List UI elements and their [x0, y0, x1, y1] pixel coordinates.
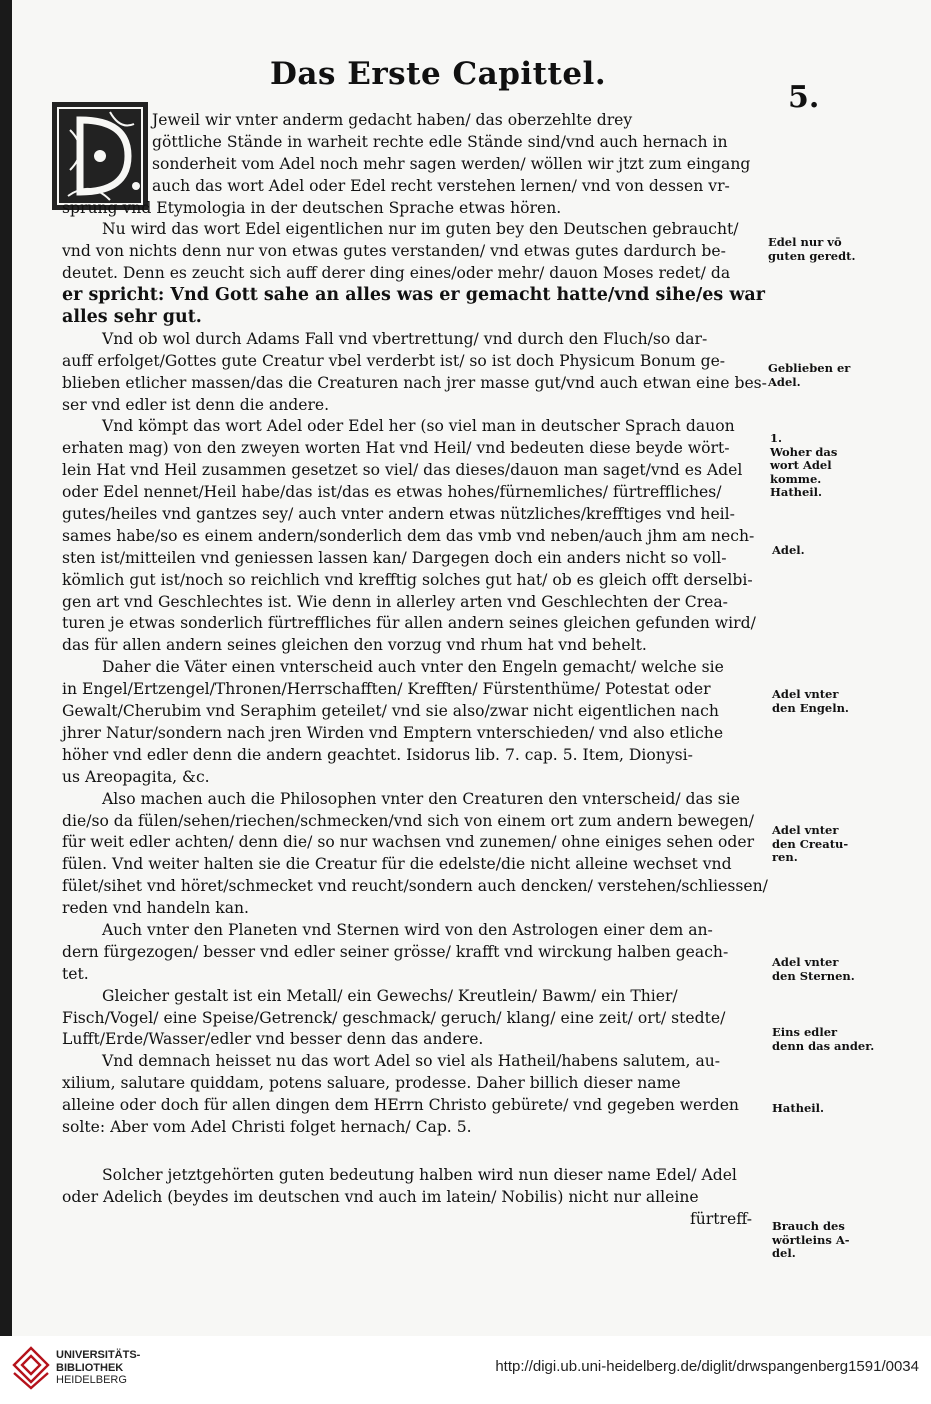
text-line: für weit edler achten/ denn die/ so nur wachsen vnd zunemen/ ohne einiges sehen oder — [62, 833, 755, 852]
margin-note: Adel. — [772, 543, 805, 557]
text-line: reden vnd handeln kan. — [62, 899, 250, 918]
text-line: Jeweil wir vnter anderm gedacht haben/ das oberzehlte drey — [152, 111, 633, 129]
text-line: die/so da fülen/sehen/riechen/schmecken/vnd sich von einem ort zum andern bewegen/ — [62, 811, 754, 830]
text-line: gutes/heiles vnd gantzes sey/ auch vnter andern etwas nützliches/krefftiges vnd heil- — [62, 505, 735, 524]
text-line: oder Edel nennet/Heil habe/das ist/das es etwas hohes/fürnemliches/ fürtreffliches/ — [62, 483, 722, 502]
text-line: alleine oder doch für allen dingen dem HErrn Christo gebürete/ vnd gegeben werden — [62, 1096, 739, 1115]
body-text — [62, 110, 768, 1231]
text-line: blieben etlicher massen/das die Creaturen nach jrer masse gut/vnd auch etwan eine bes- — [62, 373, 767, 392]
text-line: sprung vnd Etymologia in der deutschen Sprache etwas hören. — [62, 198, 562, 217]
text-line: oder Adelich (beydes im deutschen vnd auch im latein/ Nobilis) nicht nur alleine — [62, 1187, 699, 1206]
institution-line: BIBLIOTHEK — [56, 1361, 124, 1374]
text-line: auff erfolget/Gottes gute Creatur vbel verderbt ist/ so ist doch Physicum Bonum ge- — [62, 351, 726, 370]
institution-line: HEIDELBERG — [56, 1374, 127, 1386]
text-line: xilium, salutare quiddam, potens saluare, prodesse. Daher billich dieser name — [62, 1074, 681, 1093]
margin-note: Edel nur vō guten geredt. — [768, 235, 856, 263]
text-line: ser vnd edler ist denn die andere. — [62, 395, 330, 414]
text-line: er spricht: Vnd Gott sahe an alles was er gemacht hatte/vnd sihe/es war — [62, 285, 765, 306]
text-line: vnd von nichts denn nur von etwas gutes verstanden/ vnd etwas gutes dardurch be- — [62, 242, 726, 261]
text-line: kömlich gut ist/noch so reichlich vnd krefftig solches gut hat/ ob es gleich offt derselbi- — [62, 570, 753, 589]
margin-note: Adel vnter den Engeln. — [772, 687, 849, 715]
text-line: fülen. Vnd weiter halten sie die Creatur für die edelste/die nicht alleine wechset vnd — [62, 855, 732, 874]
text-line: fület/sihet vnd höret/schmecket vnd reucht/sondern auch dencken/ verstehen/schliessen/ — [62, 877, 768, 896]
text-line: Also machen auch die Philosophen vnter den Creaturen den vnterscheid/ das sie — [102, 789, 740, 808]
margin-note: Adel vnter den Sternen. — [772, 955, 855, 983]
margin-note: Eins edler denn das ander. — [772, 1025, 875, 1053]
text-line: Gewalt/Cherubim vnd Seraphim geteilet/ vnd sie also/zwar nicht eigentlichen nach — [62, 702, 719, 721]
text-line: Vnd kömpt das wort Adel oder Edel her (so viel man in deutscher Sprach dauon — [102, 417, 735, 436]
text-line: us Areopagita, &c. — [62, 767, 210, 786]
page-number: 5. — [788, 80, 820, 115]
margin-note: Brauch des wörtleins A- del. — [772, 1219, 850, 1260]
text-line: alles sehr gut. — [62, 307, 202, 328]
margin-note: 1. Woher das wort Adel komme. Hatheil. — [770, 431, 838, 499]
text-line: lein Hat vnd Heil zusammen gesetzet so viel/ das dieses/dauon man saget/vnd es Adel — [62, 461, 743, 480]
text-line: Nu wird das wort Edel eigentlichen nur im guten bey den Deutschen gebraucht/ — [102, 220, 739, 239]
text-line: Lufft/Erde/Wasser/edler vnd besser denn das andere. — [62, 1030, 484, 1049]
text-line: Auch vnter den Planeten vnd Sternen wird von den Astrologen einer dem an- — [102, 920, 713, 939]
text-line: göttliche Stände in warheit rechte edle Stände sind/vnd auch hernach in — [152, 132, 728, 151]
text-line: Fisch/Vogel/ eine Speise/Getrenck/ geschmack/ geruch/ klang/ eine zeit/ ort/ stedte/ — [62, 1008, 726, 1027]
text-line: Vnd ob wol durch Adams Fall vnd vbertrettung/ vnd durch den Fluch/so dar- — [102, 329, 708, 348]
text-line: auch das wort Adel oder Edel recht verstehen lernen/ vnd von dessen vr- — [152, 176, 730, 195]
source-url-link[interactable]: http://digi.ub.uni-heidelberg.de/diglit/drwspangenberg1591/0034 — [495, 1358, 919, 1375]
text-line: solte: Aber vom Adel Christi folget hernach/ Cap. 5. — [62, 1117, 472, 1136]
text-line: tet. — [62, 964, 89, 983]
scan-edge-shadow — [0, 0, 12, 1336]
text-line: das für allen andern seines gleichen den vorzug vnd rhum hat vnd behelt. — [62, 636, 647, 655]
text-line: turen je etwas sonderlich fürtreffliches für allen andern seines gleichen gefunden wird/ — [62, 614, 756, 633]
text-line: Solcher jetztgehörten guten bedeutung halben wird nun dieser name Edel/ Adel — [102, 1165, 737, 1184]
text-line: jhrer Natur/sondern nach jren Wirden vnd Emptern vnterschieden/ vnd also etliche — [62, 723, 724, 742]
institution-line: UNIVERSITÄTS- — [56, 1349, 141, 1361]
footer-bar — [0, 1336, 931, 1404]
margin-note: Hatheil. — [772, 1101, 825, 1115]
text-line: sonderheit vom Adel noch mehr sagen werden/ wöllen wir jtzt zum eingang — [152, 154, 751, 173]
text-line: sames habe/so es einem andern/sonderlich dem das vmb vnd neben/auch jhm am nech- — [62, 526, 755, 545]
chapter-heading: Das Erste Capittel. — [270, 56, 607, 92]
text-line: Gleicher gestalt ist ein Metall/ ein Gewechs/ Kreutlein/ Bawm/ ein Thier/ — [102, 986, 678, 1005]
text-line: dern fürgezogen/ besser vnd edler seiner grösse/ krafft vnd wirckung halben geach- — [62, 942, 729, 961]
text-line: höher vnd edler denn die andern geachtet. Isidorus lib. 7. cap. 5. Item, Dionysi- — [62, 745, 693, 764]
margin-note: Adel vnter den Creatu- ren. — [772, 823, 849, 864]
text-line: erhaten mag) von den zweyen worten Hat vnd Heil/ vnd bedeuten diese beyde wört- — [62, 439, 730, 458]
text-line: sten ist/mitteilen vnd geniessen lassen kan/ Dargegen doch ein anders nicht so voll- — [62, 548, 727, 567]
catchword: fürtreff- — [689, 1209, 752, 1228]
text-line: in Engel/Ertzengel/Thronen/Herrschafften/ Krefften/ Fürstenthüme/ Potestat oder — [62, 680, 711, 699]
text-line: deutet. Denn es zeucht sich auff derer ding eines/oder mehr/ dauon Moses redet/ da — [62, 264, 731, 283]
margin-note: Geblieben er Adel. — [768, 361, 851, 389]
university-library-logo-icon[interactable] — [12, 1346, 50, 1390]
text-line: Daher die Väter einen vnterscheid auch vnter den Engeln gemacht/ welche sie — [102, 658, 724, 677]
institution-name — [56, 1349, 140, 1387]
text-line: gen art vnd Geschlechtes ist. Wie denn in allerley arten vnd Geschlechten der Crea- — [62, 592, 728, 611]
paragraph-gap — [62, 1139, 762, 1165]
text-line: Vnd demnach heisset nu das wort Adel so viel als Hatheil/habens salutem, au- — [102, 1052, 721, 1071]
